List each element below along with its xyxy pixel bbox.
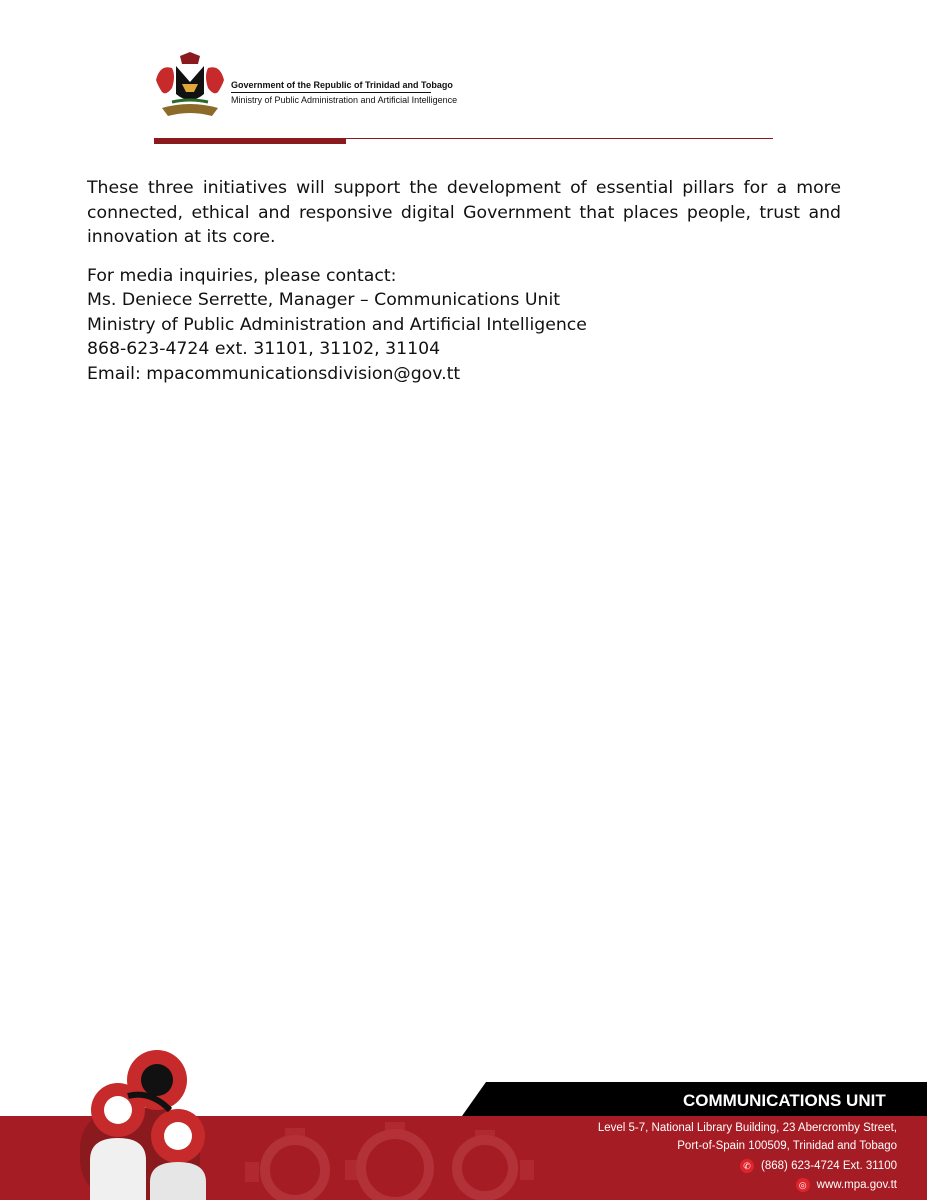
people-logo-icon (80, 1050, 206, 1200)
contact-person: Ms. Deniece Serrette, Manager – Communications Unit (87, 290, 561, 310)
phone-icon: ✆ (740, 1159, 754, 1173)
body-paragraph: These three initiatives will support the development of essential pillars for a more connected, ethical and responsive digital Government that places people, trust and innovation at its core. (87, 178, 841, 247)
government-name: Government of the Republic of Trinidad and Tobago (231, 80, 431, 93)
footer-address-line1: Level 5-7, National Library Building, 23 Abercromby Street, (597, 1122, 897, 1134)
footer-website-text[interactable]: www.mpa.gov.tt (816, 1179, 897, 1191)
globe-icon: ◎ (796, 1178, 810, 1192)
letterhead (0, 0, 927, 150)
footer-title: COMMUNICATIONS UNIT (683, 1091, 886, 1110)
coat-of-arms-icon (152, 50, 228, 120)
footer-phone-text: (868) 623-4724 Ext. 31100 (761, 1160, 897, 1172)
ministry-name: Ministry of Public Administration and Artificial Intelligence (231, 95, 458, 105)
contact-email[interactable]: Email: mpacommunicationsdivision@gov.tt (87, 363, 461, 384)
footer-website[interactable] (796, 1178, 897, 1192)
contact-intro: For media inquiries, please contact: (87, 265, 397, 286)
document-body (87, 176, 841, 386)
footer-phone (740, 1159, 897, 1173)
header-divider-accent (154, 139, 346, 144)
footer-address-line2: Port-of-Spain 100509, Trinidad and Tobago (677, 1140, 897, 1152)
contact-phone: 868-623-4724 ext. 31101, 31102, 31104 (87, 339, 441, 359)
media-contact-block (87, 264, 841, 387)
contact-ministry: Ministry of Public Administration and Artificial Intelligence (87, 314, 587, 335)
